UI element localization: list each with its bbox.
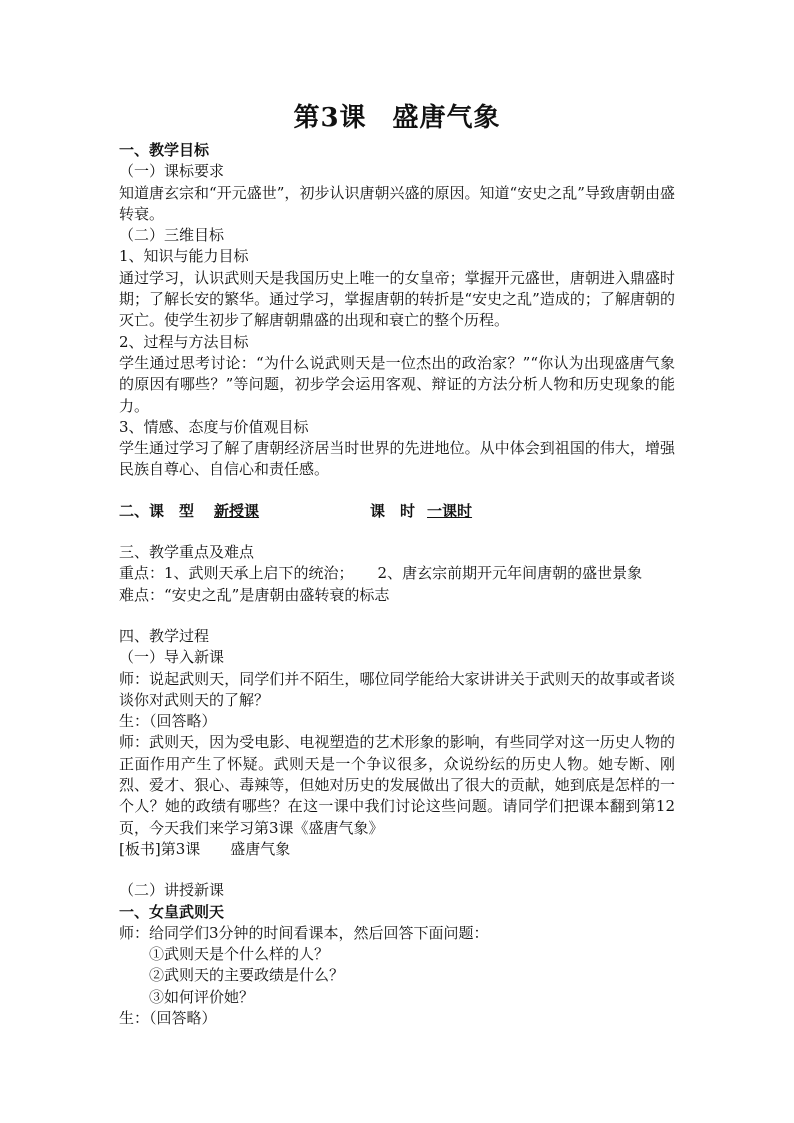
board-note [119,839,675,860]
board-note-right: 盛唐气象 [230,839,291,858]
teacher-line: 师：给同学们3分钟的时间看课本，然后回答下面问题： [119,923,489,942]
key-point-2: 2、唐玄宗前期开元年间唐朝的盛世景象 [377,564,643,583]
subsection-heading: （二）三维目标 [119,226,225,245]
key-point-1: 重点：1、武则天承上启下的统治； [119,564,354,583]
subsection-heading: （二）讲授新课 [119,881,225,900]
difficulty: 难点：“安史之乱”是唐朝由盛转衰的标志 [119,585,390,604]
goal-heading: 2、过程与方法目标 [119,332,249,351]
subsection-heading: （一）导入新课 [119,648,225,667]
paragraph: 知道唐玄宗和“开元盛世”，初步认识唐朝兴盛的原因。知道“安史之乱”导致唐朝由盛转衰。 [119,183,675,223]
course-info-line [119,501,675,522]
teacher-line: 师：武则天，因为受电影、电视塑造的艺术形象的影响，有些同学对这一历史人物的正面作用产生了怀疑。武则天是一个争议很多，众说纷纭的历史人物。她专断、刚烈、爱才、狠心、毒辣等，但她对历史的发展做出了很大的贡献，她到底是怎样的一个人？她的政绩有哪些？在这一课中我们讨论这些问题。请同学们把课本翻到第12页，今天我们来学习第3课《盛唐气象》 [119,733,675,837]
section-heading: 四、教学过程 [119,626,210,645]
course-hours-label: 课 时 [370,501,416,520]
section-heading: 三、教学重点及难点 [119,543,255,562]
lesson-title [119,96,675,140]
student-line: 生：（回答略） [119,712,217,731]
goal-heading: 3、情感、态度与价值观目标 [119,417,309,436]
key-points [119,563,675,584]
lesson-number: 第3课 [293,103,367,133]
subsection-heading: （一）课标要求 [119,162,225,181]
document-page [119,96,675,1029]
paragraph: 通过学习，认识武则天是我国历史上唯一的女皇帝；掌握开元盛世，唐朝进入鼎盛时期；了解长安的繁华。通过学习，掌握唐朝的转折是“安史之乱”造成的；了解唐朝的灭亡。使学生初步了解唐朝鼎盛的出现和衰亡的整个历程。 [119,268,675,330]
section-heading: 一、教学目标 [119,141,210,159]
teacher-line: 师：说起武则天，同学们并不陌生，哪位同学能给大家讲讲关于武则天的故事或者谈谈你对武则天的了解？ [119,669,675,709]
course-hours-value: 一课时 [427,501,473,520]
paragraph: 学生通过学习了解了唐朝经济居当时世界的先进地位。从中体会到祖国的伟大，增强民族自尊心、自信心和责任感。 [119,439,675,479]
question-3: ③如何评价她？ [149,987,255,1006]
paragraph: 学生通过思考讨论：“为什么说武则天是一位杰出的政治家？”“你认为出现盛唐气象的原因有哪些？”等问题，初步学会运用客观、辩证的方法分析人物和历史现象的能力。 [119,353,675,415]
question-1: ①武则天是个什么样的人？ [149,945,330,964]
part-heading: 一、女皇武则天 [119,902,225,921]
board-note-left: [板书]第3课 [119,839,201,858]
student-line: 生：（回答略） [119,1008,217,1027]
lesson-name: 盛唐气象 [392,103,501,133]
course-type-label: 二、课 型 [119,501,195,520]
question-2: ②武则天的主要政绩是什么？ [149,966,345,985]
course-type-value: 新授课 [214,501,260,520]
goal-heading: 1、知识与能力目标 [119,247,249,266]
